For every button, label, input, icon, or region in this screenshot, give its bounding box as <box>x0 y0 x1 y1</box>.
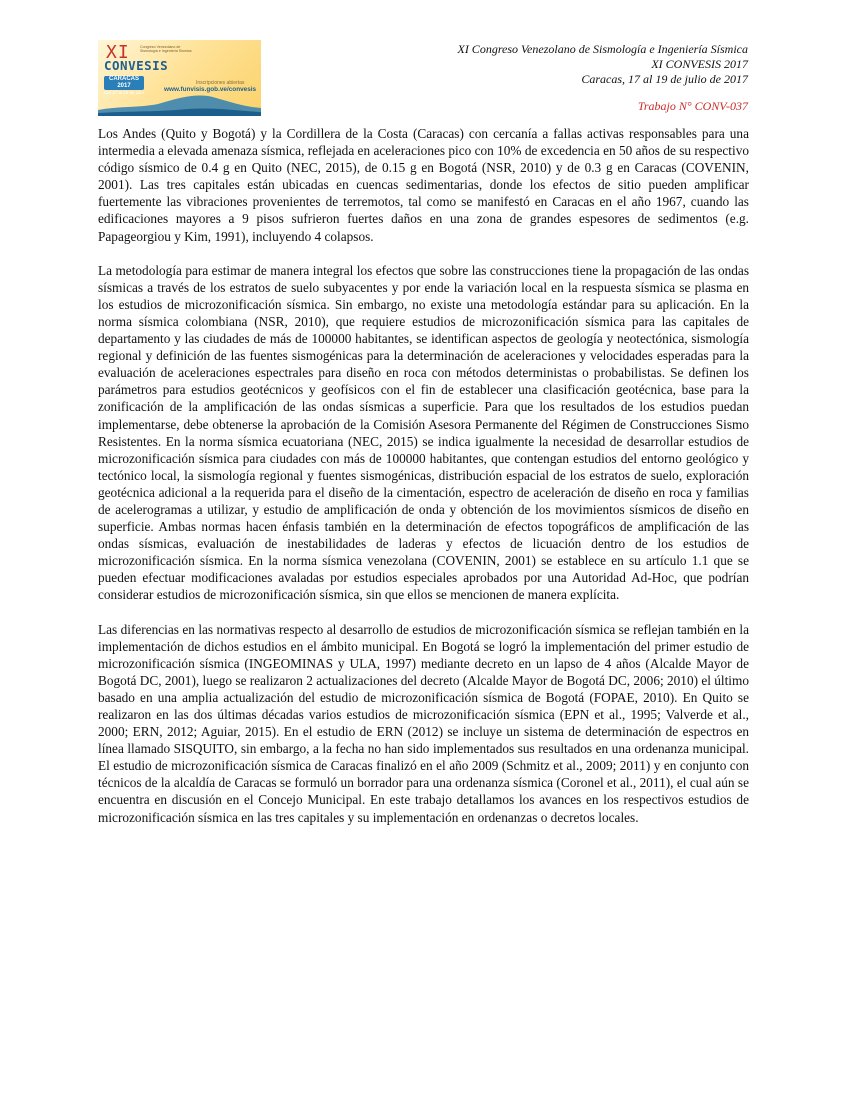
logo-url: www.funvisis.gob.ve/convesis <box>164 86 257 93</box>
paragraph: La metodología para estimar de manera integral los efectos que sobre las construcciones tiene la propagación de las ondas sísmicas a través de los estratos de suelo subyacentes y por ende la variación local en la respuesta sísmica se plasma en los estudios de microzonificación sísmica. Sin embargo, no existe una metodología estándar para su aplicación. En la norma sísmica colombiana (NSR, 2010), que requiere estudios de microzonificación sísmica para las capitales de departamento y las ciudades de más de 100000 habitantes, se identifican aspectos de geología y neotectónica, sismología regional y definición de las fuentes sismogénicas para la determinación de aceleraciones y velocidades esperadas para la evaluación de aceleraciones espectrales para diseño en roca con métodos deterministas o probabilistas. Se definen los parámetros para estudios geotécnicos y geofísicos con el fin de establecer una clasificación geotécnica, base para la zonificación de la amplificación de las ondas sísmicas a superficie. Para que los resultados de los estudios puedan implementarse, debe obtenerse la aprobación de la Comisión Asesora Permanente del Régimen de Construcciones Sismo Resistentes. En la norma sísmica ecuatoriana (NEC, 2015) se indica igualmente la necesidad de desarrollar estudios de microzonificación sísmica para ciudades con más de 100000 habitantes, que contengan estudios del entorno geológico y tectónico local, la sismología regional y fuentes sismogénicas, distribución espacial de los estratos de suelo, exploración geotécnica adicional a la requerida para el diseño de la cimentación, espectro de aceleración de diseño en roca y familias de acelerogramas a utilizar, y estudio de amplificación de onda y obtención de los movimientos sísmicos de diseño en superficie. Ambas normas hacen énfasis también en la determinación de efectos topográficos de amplificación de las ondas sísmicas, evaluación de inestabilidades de laderas y efectos de licuación dentro de los estudios de microzonificación sísmica. En la norma sísmica venezolana (COVENIN, 2001) se establece en su artículo 1.1 que se pueden efectuar modificaciones avaladas por estudios especiales aprobados por una Autoridad Ad-Hoc, que podrían considerar estudios de microzonificación sísmica, sin que ellos se mencionen de manera explícita. <box>98 262 749 603</box>
conference-edition: XI CONVESIS 2017 <box>651 57 748 71</box>
conference-title: XI Congreso Venezolano de Sismología e Ingeniería Sísmica <box>457 42 748 56</box>
paper-number: Trabajo N° CONV-037 <box>637 99 748 113</box>
conference-header <box>457 42 748 114</box>
logo-roman-numeral: XI <box>106 42 130 63</box>
paper-body <box>98 125 749 843</box>
paragraph: Los Andes (Quito y Bogotá) y la Cordillera de la Costa (Caracas) con cercanía a fallas activas responsables para una intermedia a elevada amenaza sísmica, reflejada en aceleraciones pico con 10% de excedencia en 50 años de su respectivo código sísmico de 0.4 g en Quito (NEC, 2015), de 0.15 g en Bogotá (NSR, 2010) y de 0.3 g en Caracas (COVENIN, 2001). Las tres capitales están ubicadas en cuencas sedimentarias, donde los efectos de sitio pueden amplificar fuertemente las vibraciones provenientes de terremotos, tal como se manifestó en Caracas en el año 1967, cuando las edificaciones mayores a 9 pisos sufrieron fuertes daños en una zona de grandes espesores de sedimentos (e.g. Papageorgiou y Kim, 1991), incluyendo 4 colapsos. <box>98 126 749 244</box>
logo-inscriptions: Inscripciones abiertas <box>196 80 245 86</box>
paragraph: Las diferencias en las normativas respecto al desarrollo de estudios de microzonificación sísmica se reflejan también en la implementación de dichos estudios en el ámbito municipal. En Bogotá se logró la implementación del primer estudio de microzonificación sísmica (INGEOMINAS y ULA, 1997) mediante decreto en un lapso de 4 años (Alcalde Mayor de Bogotá DC, 2001), luego se realizaron 2 actualizaciones del decreto (Alcalde Mayor de Bogotá DC, 2006; 2010) el último basado en una amplia actualización del estudio de microzonificación sísmica de Bogotá (FOPAE, 2010). En Quito se realizaron en las dos últimas décadas varios estudios de microzonificación sísmica (EPN et al., 1995; Valverde et al., 2000; ERN, 2012; Aguiar, 2015). En el estudio de ERN (2012) se incluye un sistema de determinación de espectros en línea llamado SISQUITO, sin embargo, a la fecha no han sido implementados sus resultados en una ordenanza municipal. El estudio de microzonificación sísmica de Caracas finalizó en el año 2009 (Schmitz et al., 2009; 2011) y en conjunto con técnicos de la alcaldía de Caracas se formuló un borrador para una ordenanza sísmica (Coronel et al., 2011), el cual aún se encuentra en discusión en el Concejo Municipal. En este trabajo detallamos los avances en los respectivos estudios de microzonificación sísmica en las tres capitales y su implementación en ordenanzas o decretos locales. <box>98 621 749 825</box>
conference-dates: Caracas, 17 al 19 de julio de 2017 <box>581 72 748 86</box>
logo-name: CONVESIS <box>104 58 169 73</box>
logo-city-badge <box>104 76 144 95</box>
logo-dates: Del 17 al 19 de julio <box>104 90 144 95</box>
logo-city: CARACAS 2017 <box>109 76 139 89</box>
logo-tagline: Congreso Venezolano de Sismología e Ingeniería Sísmica <box>140 45 192 54</box>
convesis-logo <box>98 40 261 116</box>
mountain-silhouette-icon <box>98 90 261 116</box>
